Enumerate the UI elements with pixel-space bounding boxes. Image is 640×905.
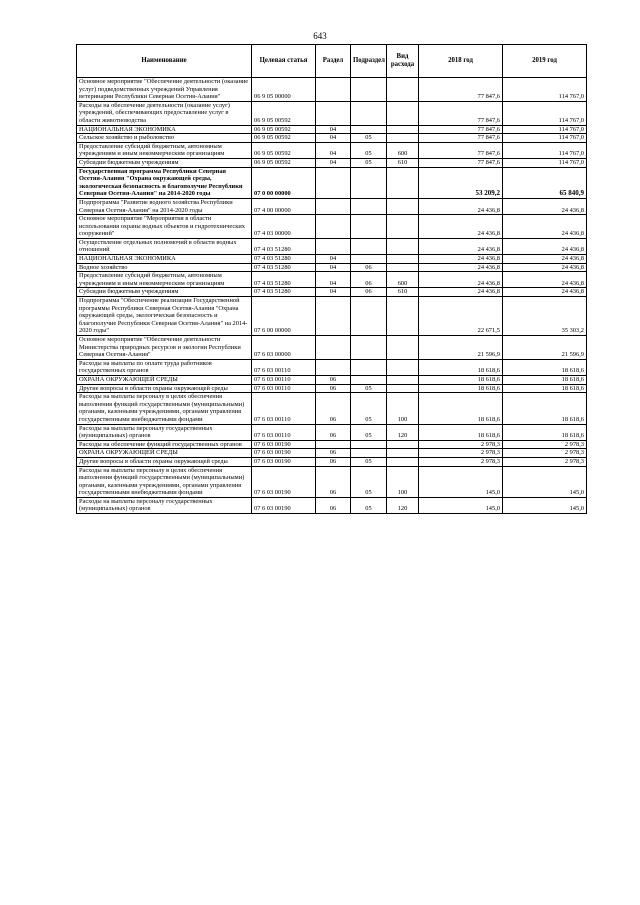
cell-target-article: 07 6 03 00190	[252, 457, 316, 466]
cell-year-2018: 21 596,9	[419, 336, 503, 360]
cell-section	[316, 297, 351, 336]
cell-subsection	[351, 101, 387, 125]
table-row	[77, 134, 587, 143]
cell-expense-type: 120	[387, 497, 419, 513]
cell-year-2019: 24 436,8	[503, 215, 587, 239]
table-row	[77, 238, 587, 254]
cell-year-2018: 2 978,3	[419, 440, 503, 449]
cell-expense-type	[387, 238, 419, 254]
cell-year-2019: 114 767,0	[503, 134, 587, 143]
table-row	[77, 288, 587, 297]
table-row	[77, 198, 587, 214]
cell-section: 04	[316, 134, 351, 143]
cell-name: Предоставление субсидий бюджетным, автономным учреждениям и иным некоммерческим организациям	[77, 272, 252, 288]
cell-year-2018: 24 436,8	[419, 272, 503, 288]
page-number: 643	[313, 31, 327, 41]
cell-year-2018: 24 436,8	[419, 263, 503, 272]
table-row	[77, 497, 587, 513]
cell-year-2019: 24 436,8	[503, 288, 587, 297]
cell-section	[316, 78, 351, 102]
header-name: Наименование	[77, 45, 252, 78]
cell-year-2019: 24 436,8	[503, 198, 587, 214]
cell-year-2018: 77 847,6	[419, 134, 503, 143]
cell-name: Основное мероприятие "Обеспечение деятельности (оказание услуг) подведомственных учреждений Управления ветеринарии Республики Северная Осетия-Алания"	[77, 78, 252, 102]
cell-expense-type: 100	[387, 466, 419, 497]
cell-subsection	[351, 215, 387, 239]
header-year-2019: 2019 год	[503, 45, 587, 78]
cell-section: 04	[316, 158, 351, 167]
cell-name: Государственная программа Республики Северная Осетия-Алания "Охрана окружающей среды, экологическая безопасность и благополучие Республики Северная Осетия-Алания" на 2014-2020 годы	[77, 167, 252, 198]
cell-expense-type	[387, 263, 419, 272]
cell-year-2019: 18 618,6	[503, 393, 587, 424]
cell-year-2019: 18 618,6	[503, 384, 587, 393]
cell-expense-type	[387, 375, 419, 384]
cell-subsection	[351, 78, 387, 102]
table-row	[77, 424, 587, 440]
cell-expense-type	[387, 101, 419, 125]
table-row	[77, 142, 587, 158]
cell-section	[316, 238, 351, 254]
cell-subsection	[351, 449, 387, 458]
cell-subsection: 06	[351, 263, 387, 272]
cell-subsection	[351, 255, 387, 264]
table-row	[77, 336, 587, 360]
cell-target-article: 07 6 03 00190	[252, 440, 316, 449]
cell-target-article: 07 4 03 51280	[252, 272, 316, 288]
cell-year-2019: 114 767,0	[503, 142, 587, 158]
cell-section	[316, 336, 351, 360]
cell-year-2019: 65 840,9	[503, 167, 587, 198]
budget-table	[76, 44, 587, 514]
cell-subsection: 06	[351, 272, 387, 288]
cell-subsection	[351, 336, 387, 360]
cell-target-article: 06 9 05 00592	[252, 125, 316, 134]
cell-subsection: 05	[351, 158, 387, 167]
cell-name: Сельское хозяйство и рыболовство	[77, 134, 252, 143]
cell-section: 04	[316, 125, 351, 134]
cell-year-2018: 22 671,5	[419, 297, 503, 336]
table-row	[77, 125, 587, 134]
cell-year-2019: 24 436,8	[503, 263, 587, 272]
cell-name: Осуществление отдельных полномочий в области водных отношений	[77, 238, 252, 254]
cell-expense-type	[387, 255, 419, 264]
table-row	[77, 359, 587, 375]
cell-target-article: 07 6 03 00000	[252, 336, 316, 360]
cell-name: Предоставление субсидий бюджетным, автономным учреждениям и иным некоммерческим организациям	[77, 142, 252, 158]
cell-subsection	[351, 125, 387, 134]
cell-section: 06	[316, 497, 351, 513]
cell-name: Расходы на выплаты персоналу в целях обеспечения выполнения функций государственными (муниципальными) органами, казенными учреждениями, органами управления государственными внебюджетными фондами	[77, 393, 252, 424]
cell-name: Расходы на обеспечение деятельности (оказание услуг) учреждений, обеспечивающих предоставление услуг в области животноводства	[77, 101, 252, 125]
cell-section: 04	[316, 142, 351, 158]
cell-target-article: 06 9 05 00592	[252, 158, 316, 167]
cell-subsection	[351, 440, 387, 449]
cell-year-2018: 18 618,6	[419, 424, 503, 440]
cell-target-article: 07 4 03 51280	[252, 288, 316, 297]
cell-name: Водное хозяйство	[77, 263, 252, 272]
header-subsection: Подраздел	[351, 45, 387, 78]
cell-subsection: 05	[351, 466, 387, 497]
cell-name: Расходы на обеспечение функций государственных органов	[77, 440, 252, 449]
cell-year-2019: 24 436,8	[503, 238, 587, 254]
cell-target-article: 07 6 00 00000	[252, 297, 316, 336]
cell-expense-type: 600	[387, 142, 419, 158]
table-row	[77, 167, 587, 198]
cell-target-article: 07 6 03 00190	[252, 449, 316, 458]
cell-expense-type	[387, 167, 419, 198]
cell-section: 06	[316, 375, 351, 384]
cell-target-article: 07 4 00 00000	[252, 198, 316, 214]
cell-year-2018: 77 847,6	[419, 101, 503, 125]
cell-subsection: 05	[351, 393, 387, 424]
cell-name: ОХРАНА ОКРУЖАЮЩЕЙ СРЕДЫ	[77, 375, 252, 384]
cell-subsection: 05	[351, 457, 387, 466]
cell-name: Субсидии бюджетным учреждениям	[77, 158, 252, 167]
cell-year-2019: 24 436,8	[503, 255, 587, 264]
cell-subsection: 05	[351, 134, 387, 143]
cell-subsection: 05	[351, 384, 387, 393]
cell-expense-type	[387, 78, 419, 102]
cell-name: Другие вопросы в области охраны окружающей среды	[77, 384, 252, 393]
table-row	[77, 375, 587, 384]
table-row	[77, 440, 587, 449]
cell-expense-type	[387, 198, 419, 214]
cell-subsection: 06	[351, 288, 387, 297]
cell-subsection	[351, 375, 387, 384]
cell-target-article: 07 4 03 51280	[252, 255, 316, 264]
cell-expense-type	[387, 336, 419, 360]
cell-section	[316, 215, 351, 239]
cell-year-2019: 24 436,8	[503, 272, 587, 288]
cell-expense-type	[387, 125, 419, 134]
cell-name: Субсидии бюджетным учреждениям	[77, 288, 252, 297]
cell-section: 04	[316, 272, 351, 288]
cell-section: 06	[316, 466, 351, 497]
cell-year-2018: 24 436,8	[419, 255, 503, 264]
table-row	[77, 297, 587, 336]
cell-year-2019: 2 978,3	[503, 457, 587, 466]
cell-year-2019: 114 767,0	[503, 158, 587, 167]
cell-name: Подпрограмма "Развитие водного хозяйства Республики Северная Осетия-Алания" на 2014-2020 годы	[77, 198, 252, 214]
cell-expense-type	[387, 384, 419, 393]
cell-year-2019: 2 978,3	[503, 449, 587, 458]
cell-section: 04	[316, 263, 351, 272]
cell-name: Расходы на выплаты персоналу государственных (муниципальных) органов	[77, 424, 252, 440]
table-row	[77, 449, 587, 458]
cell-name: Расходы на выплаты персоналу государственных (муниципальных) органов	[77, 497, 252, 513]
cell-target-article: 06 9 05 00592	[252, 142, 316, 158]
cell-target-article: 07 6 03 00190	[252, 466, 316, 497]
cell-year-2018: 145,0	[419, 466, 503, 497]
cell-name: ОХРАНА ОКРУЖАЮЩЕЙ СРЕДЫ	[77, 449, 252, 458]
cell-expense-type: 610	[387, 158, 419, 167]
table-row	[77, 263, 587, 272]
cell-year-2018: 24 436,8	[419, 198, 503, 214]
cell-name: Другие вопросы в области охраны окружающей среды	[77, 457, 252, 466]
cell-section: 04	[316, 255, 351, 264]
table-row	[77, 215, 587, 239]
cell-expense-type	[387, 134, 419, 143]
cell-section: 06	[316, 393, 351, 424]
cell-year-2019: 21 596,9	[503, 336, 587, 360]
cell-name: Подпрограмма "Обеспечение реализации Государственной программы Республики Северная Осетия-Алания "Охрана окружающей среды, экологическая безопасность и благополучие Республики Северная Осетия-Алания" на 2014-2020 годы"	[77, 297, 252, 336]
cell-section	[316, 101, 351, 125]
cell-target-article: 06 9 05 00000	[252, 78, 316, 102]
cell-target-article: 07 6 03 00110	[252, 424, 316, 440]
cell-target-article: 06 9 05 00592	[252, 134, 316, 143]
cell-section	[316, 198, 351, 214]
cell-expense-type: 610	[387, 288, 419, 297]
cell-expense-type: 100	[387, 393, 419, 424]
cell-expense-type	[387, 359, 419, 375]
table-row	[77, 158, 587, 167]
cell-target-article: 07 0 00 00000	[252, 167, 316, 198]
cell-name: Расходы на выплаты персоналу в целях обеспечения выполнения функций государственными (муниципальными) органами, казенными учреждениями, органами управления государственными внебюджетными фондами	[77, 466, 252, 497]
cell-year-2019: 145,0	[503, 466, 587, 497]
cell-expense-type: 120	[387, 424, 419, 440]
cell-year-2018: 18 618,6	[419, 384, 503, 393]
cell-section: 06	[316, 384, 351, 393]
cell-target-article: 07 4 03 51280	[252, 238, 316, 254]
header-year-2018: 2018 год	[419, 45, 503, 78]
table-row	[77, 272, 587, 288]
cell-target-article: 07 6 03 00110	[252, 384, 316, 393]
cell-year-2018: 145,0	[419, 497, 503, 513]
cell-year-2018: 2 978,3	[419, 449, 503, 458]
cell-section: 06	[316, 457, 351, 466]
cell-section: 06	[316, 424, 351, 440]
cell-target-article: 06 9 05 00592	[252, 101, 316, 125]
table-row	[77, 466, 587, 497]
cell-expense-type: 600	[387, 272, 419, 288]
table-row	[77, 457, 587, 466]
cell-subsection: 05	[351, 497, 387, 513]
header-target-article: Целевая статья	[252, 45, 316, 78]
header-section: Раздел	[316, 45, 351, 78]
cell-target-article: 07 6 03 00110	[252, 359, 316, 375]
cell-name: Основное мероприятие "Мероприятия в области использования охраны водных объектов и гидротехнических сооружений"	[77, 215, 252, 239]
cell-year-2019: 18 618,6	[503, 424, 587, 440]
cell-year-2018: 24 436,8	[419, 215, 503, 239]
cell-expense-type	[387, 440, 419, 449]
table-row	[77, 101, 587, 125]
cell-target-article: 07 6 03 00110	[252, 393, 316, 424]
table-row	[77, 384, 587, 393]
cell-subsection	[351, 238, 387, 254]
cell-name: НАЦИОНАЛЬНАЯ ЭКОНОМИКА	[77, 255, 252, 264]
table-row	[77, 255, 587, 264]
cell-year-2018: 18 618,6	[419, 359, 503, 375]
cell-section: 06	[316, 449, 351, 458]
cell-subsection	[351, 359, 387, 375]
cell-year-2018: 77 847,6	[419, 142, 503, 158]
cell-subsection: 05	[351, 142, 387, 158]
cell-subsection: 05	[351, 424, 387, 440]
cell-year-2019: 114 767,0	[503, 101, 587, 125]
cell-name: Расходы на выплаты по оплате труда работников государственных органов	[77, 359, 252, 375]
cell-year-2018: 77 847,6	[419, 78, 503, 102]
cell-year-2019: 18 618,6	[503, 359, 587, 375]
cell-year-2018: 18 618,6	[419, 393, 503, 424]
cell-year-2019: 114 767,0	[503, 125, 587, 134]
cell-year-2018: 24 436,8	[419, 238, 503, 254]
cell-year-2018: 24 436,8	[419, 288, 503, 297]
cell-target-article: 07 4 03 00000	[252, 215, 316, 239]
cell-year-2018: 2 978,3	[419, 457, 503, 466]
cell-year-2018: 77 847,6	[419, 158, 503, 167]
cell-year-2019: 35 303,2	[503, 297, 587, 336]
cell-target-article: 07 4 03 51280	[252, 263, 316, 272]
cell-year-2018: 53 209,2	[419, 167, 503, 198]
table-row	[77, 78, 587, 102]
cell-year-2019: 2 978,3	[503, 440, 587, 449]
cell-target-article: 07 6 03 00110	[252, 375, 316, 384]
cell-year-2018: 77 847,6	[419, 125, 503, 134]
cell-subsection	[351, 297, 387, 336]
cell-expense-type	[387, 215, 419, 239]
cell-section	[316, 167, 351, 198]
table-row	[77, 393, 587, 424]
cell-expense-type	[387, 449, 419, 458]
cell-subsection	[351, 167, 387, 198]
cell-subsection	[351, 198, 387, 214]
cell-name: НАЦИОНАЛЬНАЯ ЭКОНОМИКА	[77, 125, 252, 134]
cell-expense-type	[387, 297, 419, 336]
cell-section	[316, 359, 351, 375]
cell-year-2019: 18 618,6	[503, 375, 587, 384]
cell-section: 04	[316, 288, 351, 297]
cell-year-2019: 114 767,0	[503, 78, 587, 102]
cell-year-2018: 18 618,6	[419, 375, 503, 384]
header-expense-type: Вид расхода	[387, 45, 419, 78]
cell-name: Основное мероприятие "Обеспечение деятельности Министерства природных ресурсов и экологии Республики Северная Осетия-Алания"	[77, 336, 252, 360]
table-header-row	[77, 45, 587, 78]
cell-year-2019: 145,0	[503, 497, 587, 513]
cell-section	[316, 440, 351, 449]
cell-target-article: 07 6 03 00190	[252, 497, 316, 513]
cell-expense-type	[387, 457, 419, 466]
